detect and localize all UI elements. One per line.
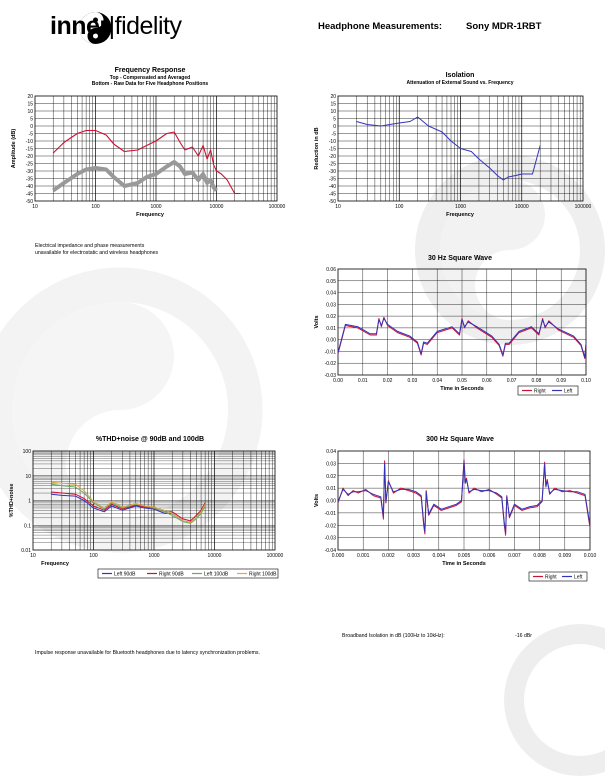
sq300-ytick-label: -0.03 (324, 535, 336, 542)
freq-chart-title: Frequency Response (114, 67, 186, 74)
sq30-xtick-label: 0.09 (556, 378, 567, 384)
thd-xtick-label: 10000 (207, 553, 222, 559)
isolation-ytick-label: 20 (330, 94, 336, 100)
isolation-ytick-label: -45 (328, 191, 336, 198)
sq300-ytick-label: 0.03 (326, 461, 336, 468)
sq30-ytick-label: -0.03 (324, 373, 336, 379)
isolation-xtick-label: 1000 (454, 204, 467, 210)
brand-wordmark (50, 12, 182, 41)
isolation-ylabel: Reduction in dB (314, 127, 320, 170)
sq300-xtick-label: 0.002 (382, 553, 395, 559)
freq-ytick-label: -25 (25, 161, 33, 168)
thd-ytick-label: 10 (25, 473, 31, 480)
freq-ylabel: Amplitude (dB) (11, 128, 17, 169)
isolation-summary-value: -16 dBr (515, 633, 533, 639)
sq30-xtick-label: 0.03 (407, 378, 418, 384)
freq-ytick-label: -15 (25, 146, 33, 153)
sq30-ytick-label: 0.06 (326, 267, 336, 273)
sq300-chart-title: 300 Hz Square Wave (426, 436, 494, 443)
sq30-xtick-label: 0.06 (481, 378, 492, 384)
isolation-xlabel: Frequency (446, 212, 474, 218)
sq300-xtick-label: 0.006 (482, 553, 496, 559)
sq30-ytick-label: 0.04 (326, 290, 336, 297)
sq30-xtick-label: 0.08 (531, 378, 542, 384)
freq-ytick-label: 5 (30, 116, 33, 123)
sq30-ytick-label: 0.05 (326, 278, 336, 285)
impedance-note (35, 243, 158, 257)
isolation-ytick-label: 0 (333, 124, 336, 130)
sq300-ytick-label: 0.02 (326, 473, 336, 480)
thd-legend-label: Right 100dB (249, 571, 277, 578)
sq30-ytick-label: 0.01 (326, 325, 336, 332)
isolation-summary-label: Broadband Isolation in dB (100Hz to 10kHz): (342, 633, 445, 639)
sq30-xtick-label: 0.00 (333, 378, 343, 384)
isolation-ytick-label: 10 (330, 109, 336, 115)
sq300-ytick-label: 0.01 (326, 486, 336, 493)
sq30-legend-label: Left (564, 388, 573, 395)
freq-ytick-label: -40 (25, 184, 33, 190)
brand-separator: | (108, 12, 115, 40)
sq30-xlabel: Time in Seconds (440, 386, 484, 392)
isolation-chart (305, 88, 605, 223)
sq300-xtick-label: 0.009 (558, 553, 572, 559)
sq30-ylabel: Volts (314, 315, 320, 329)
freq-xtick-label: 1000 (150, 204, 162, 210)
isolation-ytick-label: -10 (328, 139, 336, 145)
sq300-xlabel: Time in Seconds (442, 561, 486, 567)
freq-xtick-label: 100000 (268, 204, 286, 210)
frequency-response-chart (0, 88, 300, 223)
isolation-xtick-label: 100 (395, 204, 404, 210)
thd-xtick-label: 10 (30, 553, 36, 559)
thd-ytick-label: 100 (22, 449, 31, 455)
isolation-xtick-label: 10 (335, 204, 341, 210)
isolation-ytick-label: -25 (328, 161, 336, 168)
isolation-chart-subtitle: Attenuation of External Sound vs. Frequency (406, 80, 514, 86)
isolation-ytick-label: -35 (328, 176, 336, 183)
isolation-xtick-label: 10000 (514, 204, 529, 210)
brand-name-light: fidelity (114, 12, 182, 40)
watermark-bottom-icon (500, 620, 605, 780)
square-wave-300hz-chart (305, 443, 605, 583)
sq300-ytick-label: -0.01 (324, 510, 336, 517)
sq300-xtick-label: 0.005 (457, 553, 471, 559)
sq300-xtick-label: 0.003 (407, 553, 420, 559)
sq300-xtick-label: 0.000 (331, 553, 345, 559)
thd-ylabel: %THD+noise (9, 483, 15, 518)
freq-ytick-label: -10 (25, 139, 33, 145)
thd-legend-label: Left 100dB (204, 571, 229, 578)
sq300-legend-label: Left (574, 574, 583, 581)
thd-ytick-label: 0.01 (21, 548, 31, 554)
isolation-ytick-label: -20 (328, 154, 336, 160)
isolation-ytick-label: -5 (331, 131, 336, 138)
thd-xtick-label: 100 (89, 553, 98, 559)
isolation-chart-title: Isolation (445, 72, 475, 79)
sq30-legend-label: Right (534, 388, 546, 395)
page-title: Headphone Measurements: (318, 21, 443, 32)
thd-legend-label: Left 90dB (114, 571, 136, 578)
isolation-ytick-label: 5 (333, 116, 336, 123)
thd-legend-label: Right 90dB (159, 571, 184, 578)
freq-xlabel: Frequency (136, 212, 164, 218)
freq-ytick-label: -45 (25, 191, 33, 198)
freq-ytick-label: 0 (30, 124, 33, 130)
impedance-note-line-1: Electrical impedance and phase measurements (35, 243, 145, 249)
freq-ytick-label: 15 (27, 101, 33, 108)
headphone-model: Sony MDR-1RBT (466, 21, 542, 32)
freq-chart-subtitle-2: Bottom - Raw Data for Five Headphone Positions (91, 81, 209, 87)
sq300-ytick-label: 0.00 (326, 498, 336, 505)
impulse-note: Impulse response unavailable for Bluetooth headphones due to latency synchronization problems. (35, 650, 260, 656)
thd-xlabel: Frequency (41, 561, 69, 567)
freq-chart-subtitle-1: Top - Compensated and Averaged (109, 75, 191, 81)
sq30-xtick-label: 0.01 (357, 378, 368, 384)
sq30-ytick-label: 0.03 (326, 302, 336, 309)
sq300-ytick-label: -0.04 (324, 548, 336, 554)
isolation-ytick-label: -15 (328, 146, 336, 153)
isolation-ytick-label: -30 (328, 169, 336, 175)
sq300-xtick-label: 0.007 (508, 553, 521, 559)
sq300-xtick-label: 0.001 (356, 553, 370, 559)
freq-xtick-label: 10000 (209, 204, 224, 210)
isolation-ytick-label: 15 (330, 101, 336, 108)
thd-series-left-100db (51, 484, 205, 523)
thd-series-right-100db (51, 482, 205, 522)
brand-name-bold: inner (50, 12, 109, 40)
thd-xtick-label: 1000 (148, 553, 160, 559)
sq30-xtick-label: 0.10 (581, 378, 591, 384)
sq300-legend-label: Right (545, 574, 557, 581)
sq300-ylabel: Volts (314, 493, 320, 508)
sq30-xtick-label: 0.04 (432, 378, 443, 384)
thd-xtick-label: 100000 (266, 553, 284, 559)
sq30-ytick-label: 0.02 (326, 314, 336, 321)
isolation-ytick-label: -40 (328, 184, 336, 190)
freq-ytick-label: -30 (25, 169, 33, 175)
sq30-xtick-label: 0.02 (382, 378, 393, 384)
freq-ytick-label: 20 (27, 94, 33, 100)
isolation-xtick-label: 100000 (574, 204, 592, 210)
freq-xtick-label: 100 (91, 204, 100, 210)
sq30-ytick-label: -0.02 (324, 361, 336, 368)
thd-ytick-label: 0.1 (24, 523, 31, 530)
freq-ytick-label: -5 (28, 131, 33, 138)
freq-xtick-label: 10 (32, 204, 38, 210)
sq30-ytick-label: -0.01 (324, 349, 336, 356)
thd-chart-title: %THD+noise @ 90dB and 100dB (95, 436, 205, 443)
sq30-xtick-label: 0.05 (457, 378, 467, 384)
sq300-ytick-label: -0.02 (324, 523, 336, 530)
sq300-ytick-label: 0.04 (326, 449, 336, 455)
freq-series-raw (53, 162, 216, 191)
freq-ytick-label: -35 (25, 176, 33, 183)
sq30-chart-title: 30 Hz Square Wave (428, 255, 492, 262)
sq30-xtick-label: 0.07 (506, 378, 517, 384)
sq300-xtick-label: 0.010 (583, 553, 597, 559)
sq300-xtick-label: 0.008 (533, 553, 546, 559)
freq-ytick-label: 10 (27, 109, 33, 115)
thd-ytick-label: 1 (28, 498, 31, 505)
sq300-xtick-label: 0.004 (432, 553, 446, 559)
freq-ytick-label: -50 (25, 199, 33, 205)
thd-noise-chart (0, 443, 300, 583)
isolation-ytick-label: -50 (328, 199, 336, 205)
sq30-ytick-label: 0.00 (326, 337, 336, 344)
square-wave-30hz-chart (305, 262, 605, 402)
impedance-note-line-2: unavailable for electrostatic and wireless headphones (35, 250, 159, 256)
freq-ytick-label: -20 (25, 154, 33, 160)
